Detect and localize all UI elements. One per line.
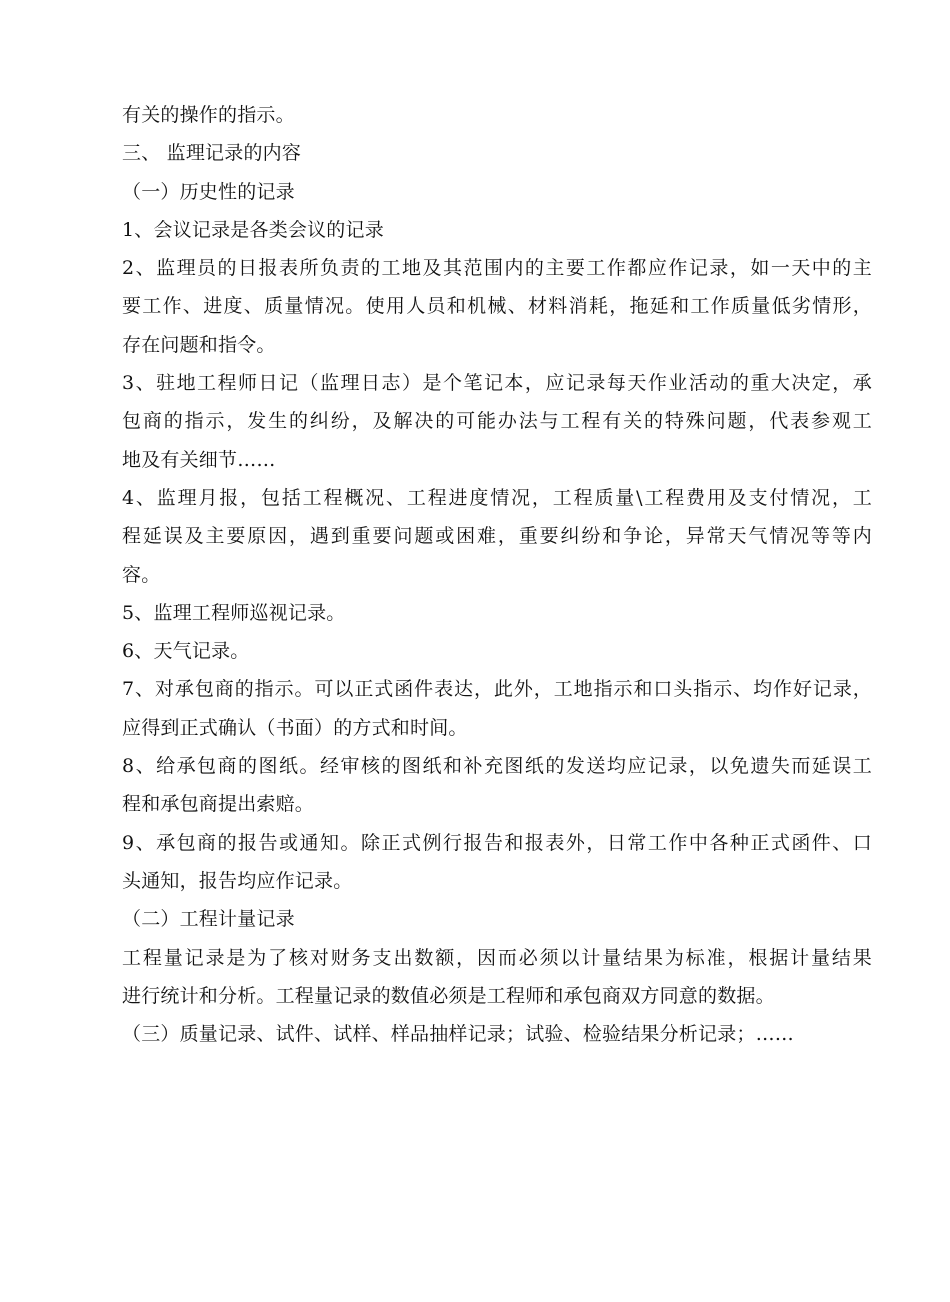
text-line: 地及有关细节……	[122, 448, 276, 471]
text-line: 容。	[122, 563, 161, 586]
section-heading: 三、 监理记录的内容	[122, 142, 302, 165]
text-line: 存在问题和指令。	[122, 333, 276, 356]
text-line: 2、监理员的日报表所负责的工地及其范围内的主要工作都应作记录，如一天中的主	[122, 257, 872, 280]
text-line: 有关的操作的指示。	[122, 104, 295, 126]
subsection-heading: （二）工程计量记录	[122, 908, 295, 931]
text-line: 3、驻地工程师日记（监理日志）是个笔记本，应记录每天作业活动的重大决定，承	[122, 372, 872, 395]
text-line: 5、监理工程师巡视记录。	[122, 601, 346, 624]
text-line: 程延误及主要原因，遇到重要问题或困难，重要纠纷和争论，异常天气情况等等内	[122, 525, 872, 548]
text-line: 应得到正式确认（书面）的方式和时间。	[122, 716, 468, 739]
text-line: 6、天气记录。	[122, 640, 250, 663]
text-line: 进行统计和分析。工程量记录的数值必须是工程师和承包商双方同意的数据。	[122, 984, 775, 1007]
text-line: 9、承包商的报告或通知。除正式例行报告和报表外，日常工作中各种正式函件、口	[122, 831, 872, 854]
subsection-heading: （一）历史性的记录	[122, 180, 295, 203]
subsection-heading: （三）质量记录、试件、试样、样品抽样记录；试验、检验结果分析记录；……	[122, 1023, 795, 1046]
text-line: 头通知，报告均应作记录。	[122, 869, 353, 892]
text-line: 1、会议记录是各类会议的记录	[122, 218, 384, 241]
document-body	[122, 96, 872, 1053]
text-line: 7、对承包商的指示。可以正式函件表达，此外，工地指示和口头指示、均作好记录，	[122, 678, 872, 701]
text-line: 要工作、进度、质量情况。使用人员和机械、材料消耗，拖延和工作质量低劣情形，	[122, 295, 872, 318]
text-line: 工程量记录是为了核对财务支出数额，因而必须以计量结果为标准，根据计量结果	[122, 946, 872, 969]
text-line: 包商的指示，发生的纠纷，及解决的可能办法与工程有关的特殊问题，代表参观工	[122, 410, 872, 433]
text-line: 程和承包商提出索赔。	[122, 793, 315, 816]
text-line: 8、给承包商的图纸。经审核的图纸和补充图纸的发送均应记录，以免遗失而延误工	[122, 755, 872, 778]
text-line: 4、监理月报，包括工程概况、工程进度情况，工程质量\工程费用及支付情况，工	[122, 486, 872, 509]
